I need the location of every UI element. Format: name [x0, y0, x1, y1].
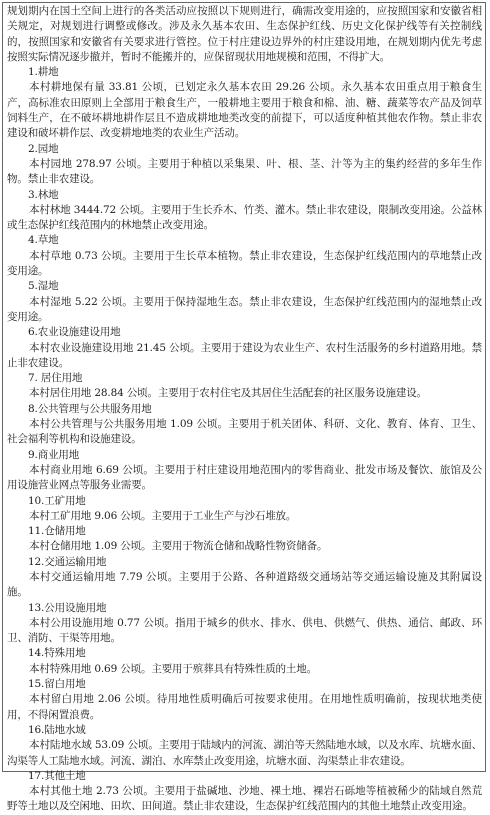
- section-body: 本村交通运输用地 7.79 公顷。主要用于公路、各种道路级交通场站等交通运输设施及其附属设施。: [7, 570, 482, 599]
- section-heading: 10.工矿用地: [28, 494, 86, 507]
- section-body: 本村草地 0.73 公顷。主要用于生长草本植物。禁止非农建设，生态保护红线范围内的草地禁止改变用途。: [7, 249, 482, 278]
- section-heading: 9.商业用地: [28, 448, 80, 461]
- section-heading: 4.草地: [28, 234, 59, 247]
- section-body: 本村农业设施建设用地 21.45 公顷。主要用于建设为农业生产、农村生活服务的乡村道路用地。禁止非农建设。: [7, 341, 482, 369]
- land-use-sections: [7, 65, 482, 815]
- section-heading: 2.园地: [28, 142, 59, 155]
- section-heading: 7. 居住用地: [28, 372, 83, 385]
- section-heading: 17.其他土地: [28, 769, 86, 782]
- section-body: 本村仓储用地 1.09 公顷。主要用于物流仓储和战略性物资储备。: [29, 540, 328, 553]
- section-heading: 1.耕地: [28, 66, 59, 79]
- section-body: 本村留白用地 2.06 公顷。待用地性质明确后可按要求使用。在用地性质明确前，按现状地类使用，不得闲置浪费。: [7, 693, 482, 721]
- section-heading: 8.公共管理与公共服务用地: [28, 402, 152, 415]
- section-body: 本村林地 3444.72 公顷。主要用于生长乔木、竹类、灌木。禁止非农建设，限制改变用途。公益林或生态保护红线范围内的林地禁止改变用途。: [7, 203, 482, 232]
- section-body: 本村公用设施用地 0.77 公顷。指用于城乡的供水、排水、供电、供燃气、供热、通信、邮政、环卫、消防、干渠等用地。: [7, 616, 482, 645]
- section-heading: 6.农业设施建设用地: [28, 326, 121, 339]
- section-heading: 15.留白用地: [28, 678, 86, 691]
- section-body: 本村湿地 5.22 公顷。主要用于保持湿地生态。禁止非农建设，生态保护红线范围内的湿地禁止改变用途。: [7, 295, 482, 323]
- section-body: 本村陆地水域 53.09 公顷。主要用于陆域内的河流、湖泊等天然陆地水域，以及水库、坑塘水面、沟渠等人工陆地水域。河流、湖泊、水库禁止改变用途，坑塘水面、沟渠禁止非农建设。: [7, 739, 482, 767]
- section-body: 本村居住用地 28.84 公顷。主要用于农村住宅及其居住生活配套的社区服务设施建设。: [29, 387, 427, 400]
- section-body: 本村特殊用地 0.69 公顷。主要用于殡葬具有特殊性质的土地。: [29, 662, 317, 675]
- section-heading: 16.陆地水域: [28, 723, 86, 736]
- section-body: 本村公共管理与公共服务用地 1.09 公顷。主要用于机关团体、科研、文化、教育、体育、卫生、社会福利等机构和设施建设。: [7, 418, 482, 446]
- section-heading: 5.湿地: [28, 280, 59, 293]
- section-body: 本村工矿用地 9.06 公顷。主要用于工业生产与沙石堆放。: [29, 509, 297, 522]
- section-body: 本村园地 278.97 公顷。主要用于种植以采集果、叶、根、茎、汁等为主的集约经营的多年生作物。禁止非农建设。: [7, 157, 482, 186]
- section-heading: 11.仓储用地: [28, 525, 86, 538]
- section-body: 本村其他土地 2.73 公顷。主要用于盐碱地、沙地、裸土地、裸岩石砾地等植被稀少的陆域自然荒野等土地以及空闲地、田坎、田间道。禁止非农建设，生态保护红线范围内的其他土地禁止改变用途。: [7, 785, 482, 813]
- section-heading: 3.林地: [28, 188, 59, 201]
- section-heading: 14.特殊用地: [28, 647, 86, 660]
- section-heading: 12.交通运输用地: [28, 555, 107, 568]
- document-page: [2, 2, 486, 813]
- section-heading: 13.公用设施用地: [28, 601, 107, 614]
- section-body: 本村商业用地 6.69 公顷。主要用于村庄建设用地范围内的零售商业、批发市场及餐饮、旅馆及公用设施营业网点等服务业需要。: [7, 463, 482, 492]
- section-body: 本村耕地保有量 33.81 公顷，已划定永久基本农田 29.26 公顷。永久基本农田重点用于粮食生产，高标准农田原则上全部用于粮食生产，一般耕地主要用于粮食和棉、油、糖、蔬菜等农产品及饲草饲料生产，在不破坏耕地耕作层且不造成耕地地类改变的前提下，可以适度种植其他农作物。禁止非农建设和破坏耕作层、改变耕地地类的农业生产活动。: [7, 81, 482, 140]
- intro-paragraph: 规划期内在国土空间上进行的各类活动应按照以下规则进行，确需改变用途的，应按照国家和安徽省相关规定，对规划进行调整或修改。涉及永久基本农田、生态保护红线、历史文化保护线等有关控制线的，按照国家和安徽省有关要求进行管控。位于村庄建设边界外的村庄建设用地，在规划期内优先考虑按照实际情况逐步撤并，暂时不能搬并的，应保留现状用地规模和范围，不得扩大。: [7, 5, 482, 63]
